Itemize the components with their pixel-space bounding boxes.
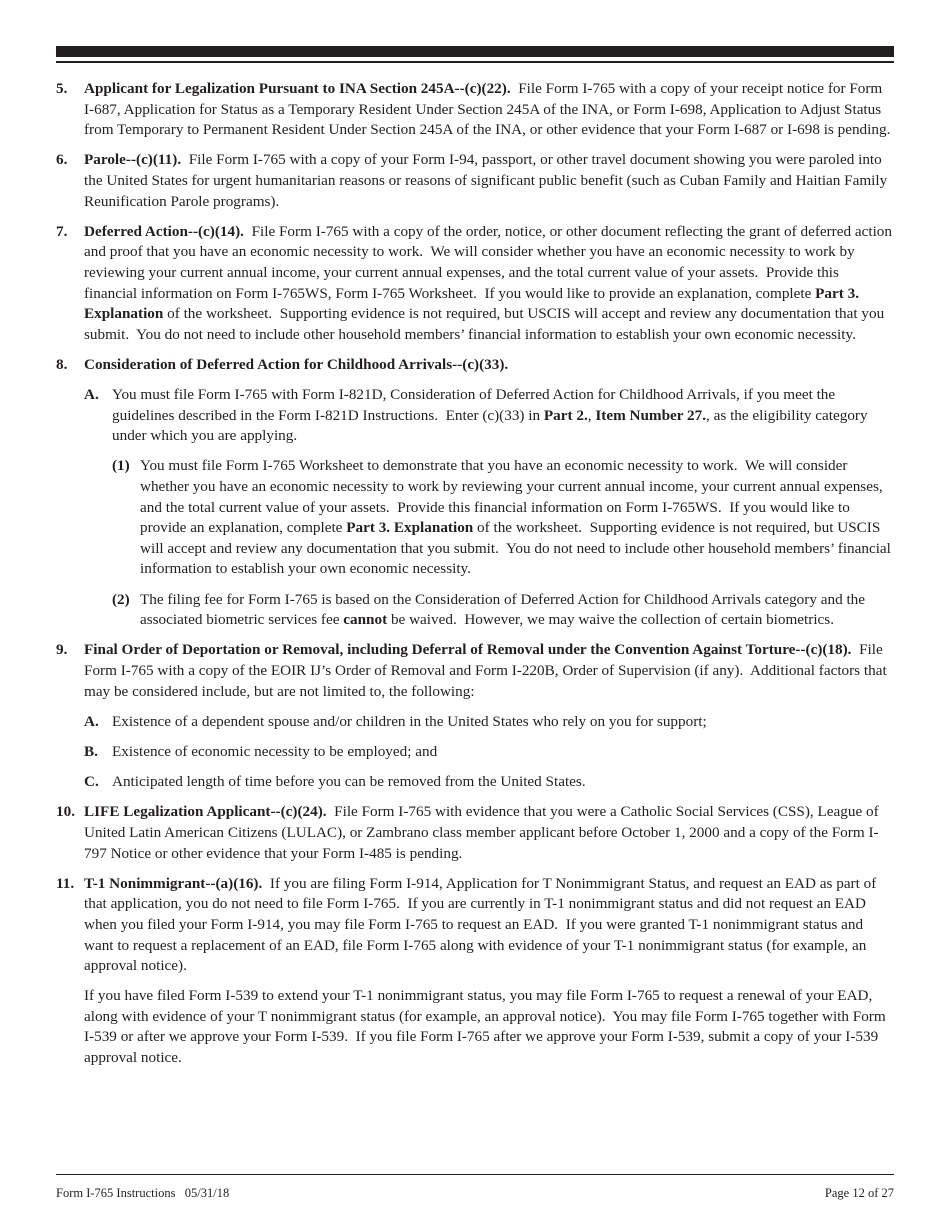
item-text [84,79,894,141]
bold-text: LIFE Legalization Applicant--(c)(24). [84,803,327,821]
item-number: A. [84,712,99,730]
item-number: A. [84,386,99,404]
header-rule [56,61,894,63]
text: be waived. However, we may waive the collection of certain biometrics. [387,611,834,629]
bold-text: Part 3. Explanation [346,519,474,537]
bold-text: Parole--(c)(11). [84,151,182,169]
bold-text: Applicant for Legalization Pursuant to INA Section 245A--(c)(22). [84,80,511,97]
bold-text: Part 3. Explanation [84,284,863,323]
bold-text: T-1 Nonimmigrant--(a)(16). [84,874,263,892]
item-number: (2) [112,590,130,608]
list-item [112,456,894,580]
list-item [84,742,894,763]
item-text [112,385,894,447]
item-text [84,802,894,864]
item-number: 10. [56,803,75,821]
page-number: Page 12 of 27 [824,1186,894,1200]
item-text [140,590,894,631]
item-number: 9. [56,641,68,659]
bold-text: Consideration of Deferred Action for Childhood Arrivals--(c)(33). [84,355,509,373]
text: You must file Form I-765 with Form I-821D, Consideration of Deferred Action for Childhood Arrivals, if you meet the guidelines described in the Form I-821D Instructions. Enter (c)(33) in [112,386,839,424]
text: File Form I-765 with evidence that you were a Catholic Social Services (CSS), League of United Latin American Citizens (LULAC), or Zambrano class member applicant before October 1, 2000 and a copy of the Form I-797 Notice or other evidence that your Form I-485 is pending. [84,803,883,862]
text: Anticipated length of time before you can be removed from the United States. [112,773,586,791]
item-number: (1) [112,457,130,475]
form-name-date: Form I-765 Instructions 05/31/18 [56,1186,230,1200]
instructions-body [56,79,894,1078]
list-item [56,874,894,1069]
bold-text: cannot [343,611,388,629]
page-footer [56,1183,894,1204]
list-item [112,590,894,631]
footer-rule [56,1174,894,1175]
list-item [84,385,894,631]
list-item [84,772,894,793]
text: , as the eligibility category under which you are applying. [112,406,872,445]
text: Existence of economic necessity to be employed; and [112,742,438,760]
item-text [84,874,894,977]
text: If you are filing Form I-914, Application for T Nonimmigrant Status, and request an EAD as part of that application, you do not need to file Form I-765. If you are currently in T-1 nonimmigrant status and did not request an EAD when you filed your Form I-914, you may file Form I-765 to request an EAD. If you were granted T-1 nonimmigrant status and want to request a replacement of an EAD, file Form I-765 along with evidence of your T-1 nonimmigrant status (for example, an approval notice). [84,874,881,975]
text: of the worksheet. Supporting evidence is not required, but USCIS will accept and review any documentation that you submit. You do not need to include other household members’ financial information to establish your own economic necessity. [140,519,895,578]
text: of the worksheet. Supporting evidence is not required, but USCIS will accept and review any documentation that you submit. You do not need to include other household members’ financial information to establish your own economic necessity. [84,305,888,343]
item-number: 6. [56,151,68,169]
paragraph [84,986,894,1068]
text: You must file Form I-765 Worksheet to demonstrate that you have an economic necessity to work. We will consider whether you have an economic necessity to work by reviewing your current annual income, your current annual expenses, and the total current value of your assets. Provide this financial information on Form I-765WS. If you would like to provide an explanation, complete [140,457,887,537]
list-item [56,79,894,141]
text: , [587,406,596,424]
text: File Form I-765 with a copy of the order, notice, or other document reflecting the grant of deferred action and proof that you have an economic necessity to work. We will consider whether you have an economic necessity to work by reviewing your current annual income, your current annual expenses, and the total current value of your assets. Provide this financial information on Form I-765WS, Form I-765 Worksheet. If you would like to provide an explanation, complete [84,222,896,302]
bold-text: Item Number 27. [595,406,707,424]
item-number: 11. [56,874,75,892]
item-text [140,456,894,580]
list-item [56,640,894,792]
item-text [84,355,894,376]
item-number: 5. [56,80,68,97]
item-text [112,712,894,733]
item-text [84,640,894,702]
item-number: B. [84,742,98,760]
header-bar [56,46,894,57]
text: File Form I-765 with a copy of the EOIR IJ’s Order of Removal and Form I-220B, Order of Supervision (if any). Additional factors that may be considered include, but are not limited to, the following: [84,641,891,700]
list-item [56,355,894,631]
item-number: 8. [56,355,68,373]
list-item [56,222,894,346]
list-item [56,802,894,864]
item-number: C. [84,773,99,791]
text: The filing fee for Form I-765 is based on the Consideration of Deferred Action for Childhood Arrivals category and the associated biometric services fee [140,590,869,629]
bold-text: Final Order of Deportation or Removal, including Deferral of Removal under the Convention Against Torture--(c)(18). [84,641,852,659]
text: File Form I-765 with a copy of your Form I-94, passport, or other travel document showing you were paroled into the United States for urgent humanitarian reasons or reasons of significant public benefit (such as Cuban Family and Haitian Family Reunification Parole programs). [84,151,891,210]
item-text [112,772,894,793]
item-text [84,150,894,212]
text: File Form I-765 with a copy of your receipt notice for Form I-687, Application for Status as a Temporary Resident Under Section 245A of the INA, or Form I-698, Application to Adjust Status from Temporary to Permanent Resident Under Section 245A of the INA, or other evidence that your Form I-687 or I-698 is pending. [84,80,891,139]
text: Existence of a dependent spouse and/or children in the United States who rely on you for support; [112,712,707,730]
bold-text: Deferred Action--(c)(14). [84,222,244,240]
item-number: 7. [56,222,68,240]
bold-text: Part 2. [543,406,588,424]
list-item [84,712,894,733]
list-item [56,150,894,212]
item-text [84,222,894,346]
text: If you have filed Form I-539 to extend your T-1 nonimmigrant status, you may file Form I-765 to request a renewal of your EAD, along with evidence of your T nonimmigrant status (for example, an approval notice). You may file Form I-765 together with Form I-539 or after we approve your Form I-539. If you file Form I-765 after we approve your Form I-539, submit a copy of your I-539 approval notice. [84,987,890,1067]
item-text [112,742,894,763]
